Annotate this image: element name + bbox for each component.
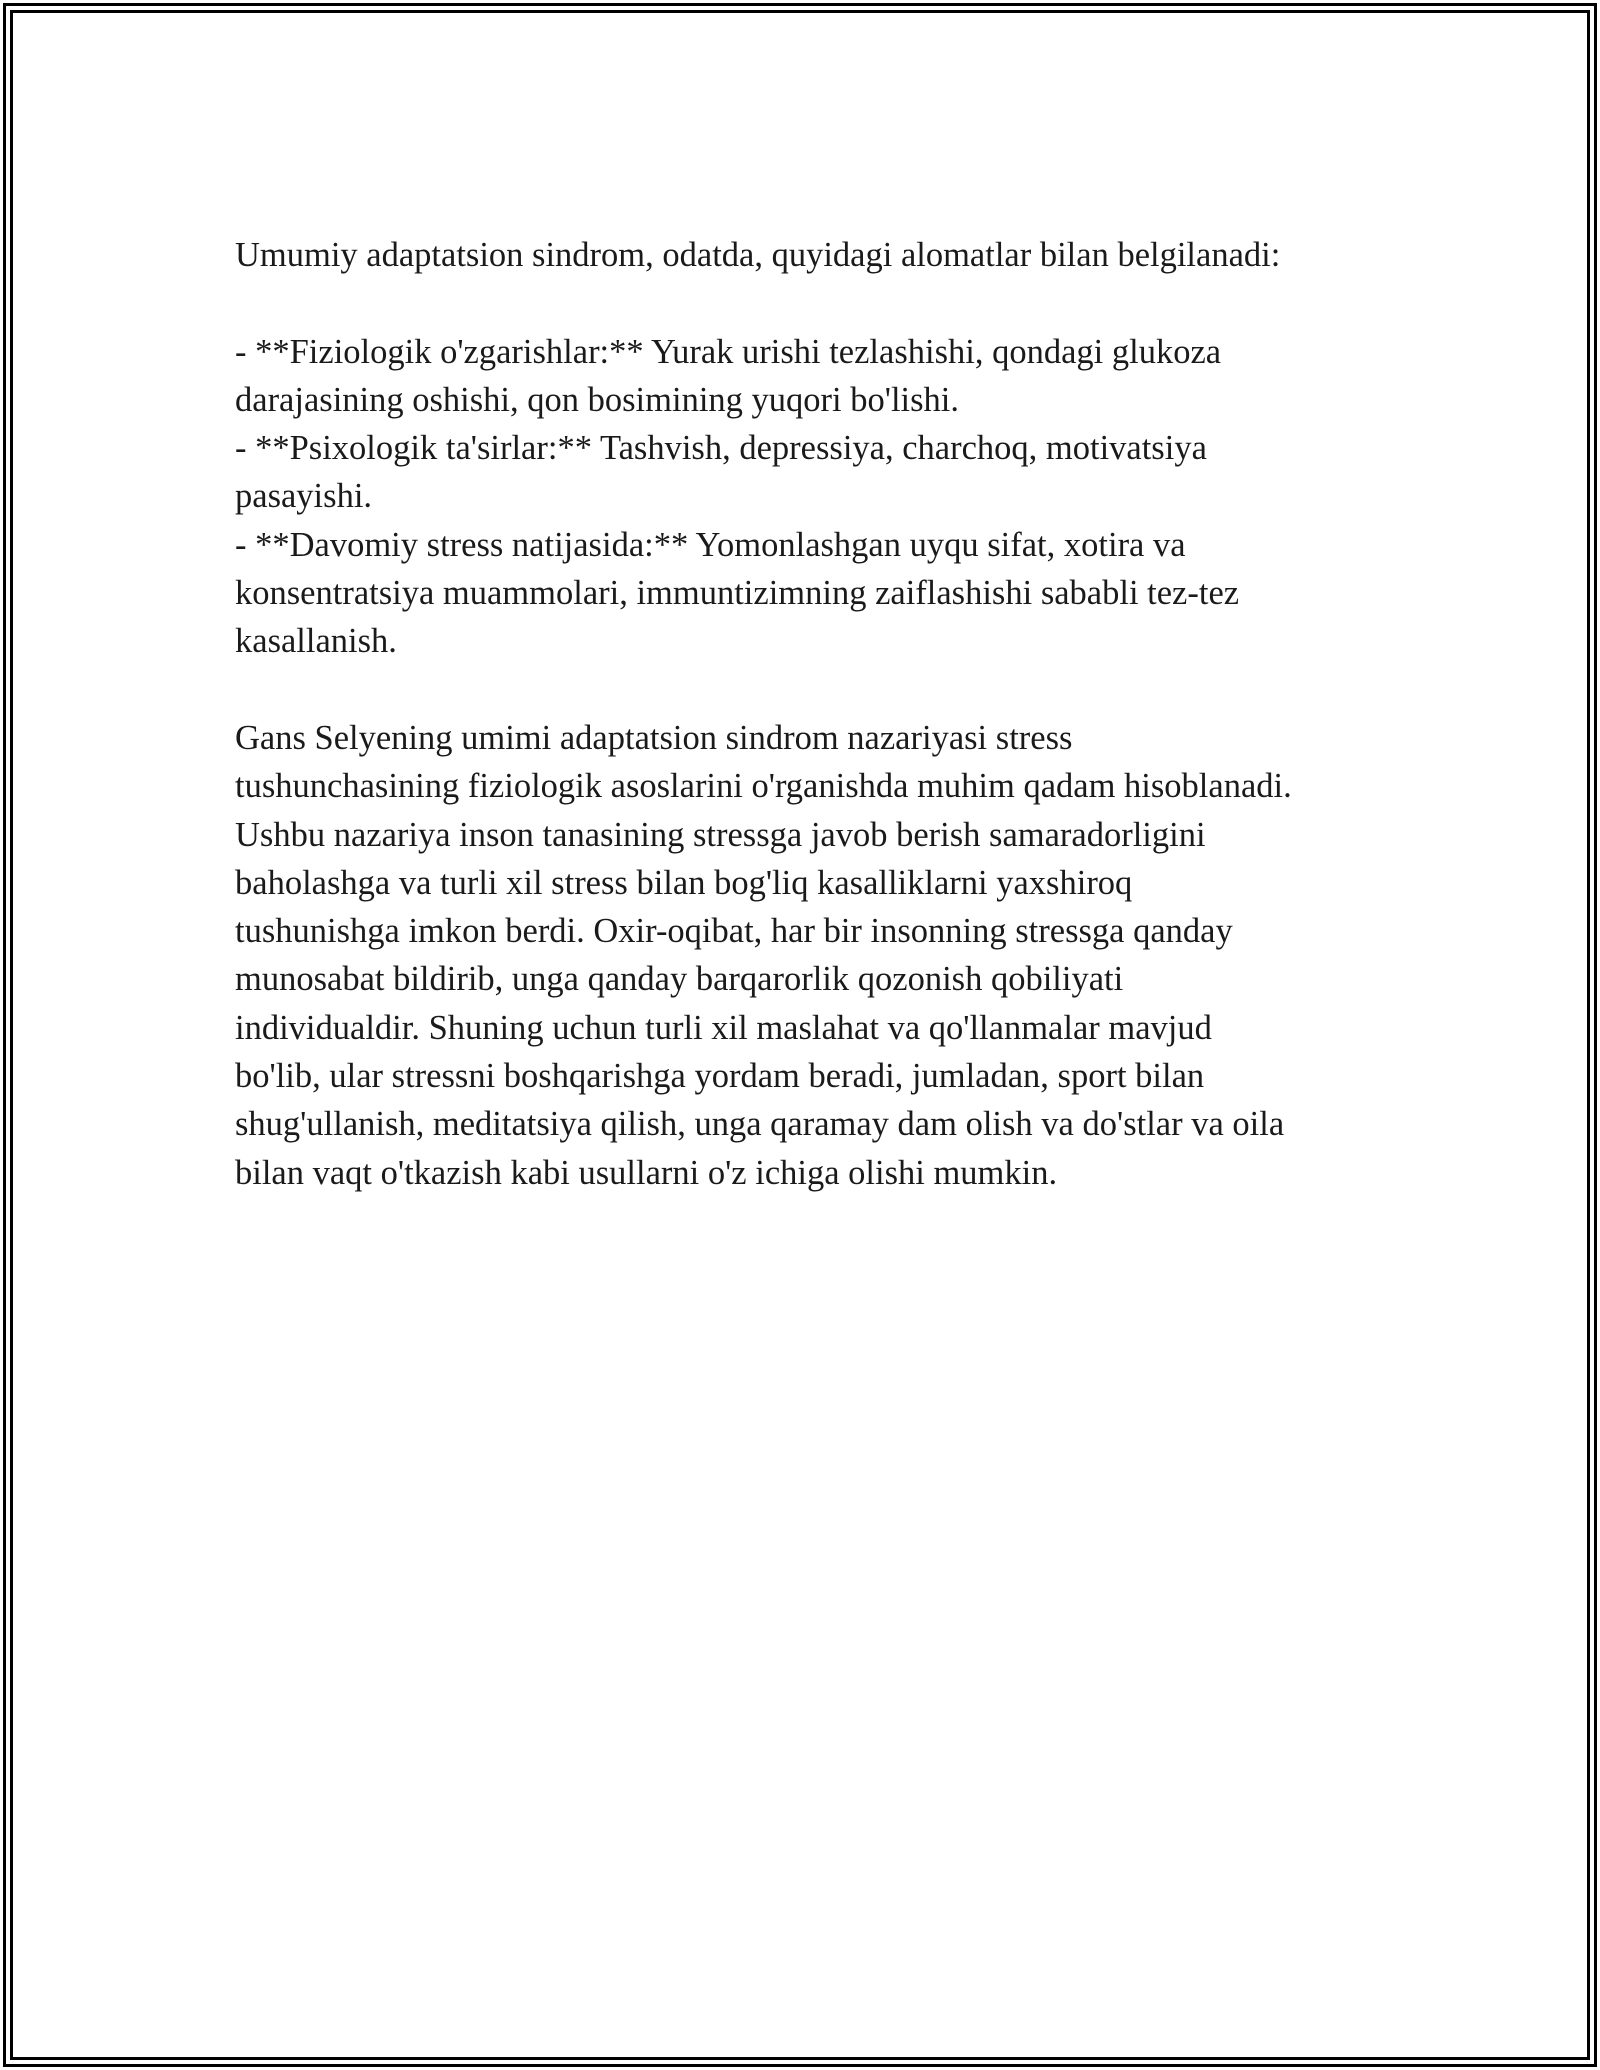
bullet-psixologik-line-2: pasayishi. bbox=[235, 477, 373, 516]
conclusion-line: Gans Selyening umimi adaptatsion sindrom nazariyasi stress bbox=[235, 718, 1073, 757]
paragraph-spacer bbox=[235, 666, 1375, 714]
conclusion-line: munosabat bildirib, unga qanday barqarorlik qozonish qobiliyati bbox=[235, 960, 1124, 999]
document-body bbox=[235, 231, 1375, 1197]
bullet-davomiy-line-3: kasallanish. bbox=[235, 622, 397, 661]
conclusion-line: baholashga va turli xil stress bilan bog'liq kasalliklarni yaxshiroq bbox=[235, 863, 1133, 902]
conclusion-line: tushunishga imkon berdi. Oxir-oqibat, har bir insonning stressga qanday bbox=[235, 912, 1233, 951]
intro-paragraph: Umumiy adaptatsion sindrom, odatda, quyidagi alomatlar bilan belgilanadi: bbox=[235, 236, 1281, 274]
conclusion-line: shug'ullanish, meditatsiya qilish, unga qaramay dam olish va do'stlar va oila bbox=[235, 1105, 1285, 1144]
bullet-davomiy-line-2: konsentratsiya muammolari, immuntizimning zaiflashishi sababli tez-tez bbox=[235, 574, 1240, 613]
bullet-fiziologik-line-1: - **Fiziologik o'zgarishlar:** Yurak urishi tezlashishi, qondagi glukoza bbox=[235, 332, 1222, 371]
conclusion-line: tushunchasining fiziologik asoslarini o'rganishda muhim qadam hisoblanadi. bbox=[235, 767, 1292, 806]
paragraph-spacer bbox=[235, 279, 1375, 327]
bullet-psixologik-line-1: - **Psixologik ta'sirlar:** Tashvish, depressiya, charchoq, motivatsiya bbox=[235, 429, 1207, 468]
conclusion-line: bilan vaqt o'tkazish kabi usullarni o'z ichiga olishi mumkin. bbox=[235, 1153, 1058, 1192]
conclusion-line: bo'lib, ular stressni boshqarishga yordam beradi, jumladan, sport bilan bbox=[235, 1057, 1205, 1096]
bullet-fiziologik-line-2: darajasining oshishi, qon bosimining yuqori bo'lishi. bbox=[235, 380, 959, 419]
bullet-davomiy-line-1: - **Davomiy stress natijasida:** Yomonlashgan uyqu sifat, xotira va bbox=[235, 525, 1186, 564]
conclusion-line: Ushbu nazariya inson tanasining stressga javob berish samaradorligini bbox=[235, 815, 1206, 854]
conclusion-line: individualdir. Shuning uchun turli xil maslahat va qo'llanmalar mavjud bbox=[235, 1008, 1212, 1047]
